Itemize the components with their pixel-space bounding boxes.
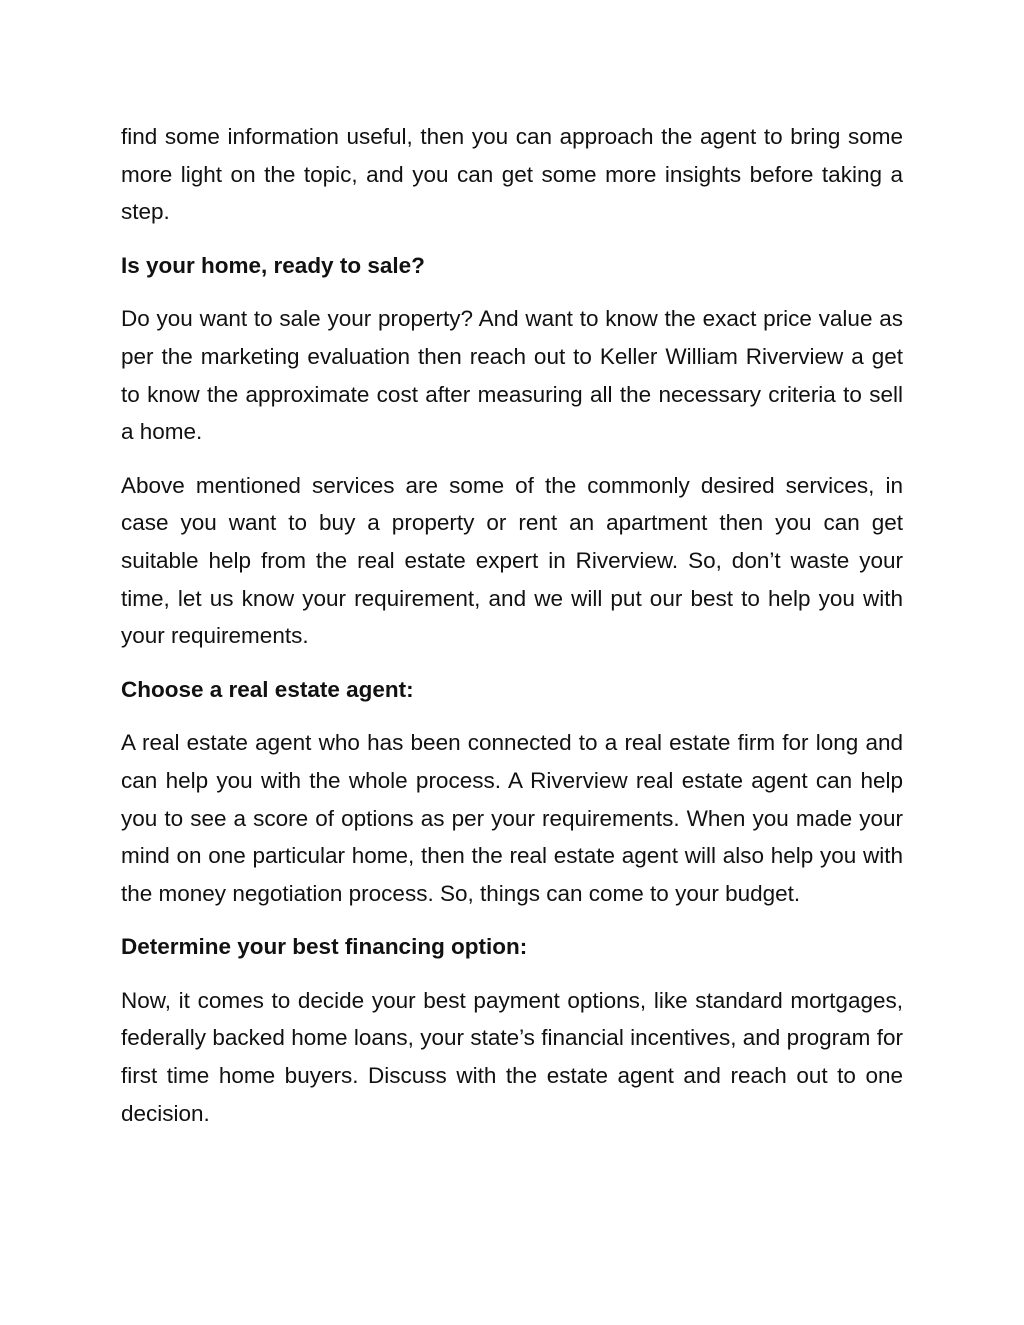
document-page (121, 118, 903, 1148)
paragraph-intro-continuation: find some information useful, then you can approach the agent to bring some more light on the topic, and you can get some more insights before taking a step. (121, 124, 903, 225)
paragraph-sell-property: Do you want to sale your property? And want to know the exact price value as per the marketing evaluation then reach out to Keller William Riverview a get to know the approximate cost after measuring all the necessary criteria to sell a home. (121, 306, 903, 445)
heading-financing-option: Determine your best financing option: (121, 934, 528, 960)
paragraph-services-summary: Above mentioned services are some of the commonly desired services, in case you want to buy a property or rent an apartment then you can get suitable help from the real estate expert in Riverview. So, don’t waste your time, let us know your requirement, and we will put our best to help you with your requirements. (121, 472, 903, 649)
heading-home-ready-to-sale: Is your home, ready to sale? (121, 252, 425, 278)
heading-choose-agent: Choose a real estate agent: (121, 676, 414, 702)
paragraph-financing-option: Now, it comes to decide your best payment options, like standard mortgages, federally backed home loans, your state’s financial incentives, and program for first time home buyers. Discuss with the estate agent and reach out to one decision. (121, 987, 903, 1126)
paragraph-choose-agent: A real estate agent who has been connected to a real estate firm for long and can help you with the whole process. A Riverview real estate agent can help you to see a score of options as per your requirements. When you made your mind on one particular home, then the real estate agent will also help you with the money negotiation process. So, things can come to your budget. (121, 730, 903, 906)
